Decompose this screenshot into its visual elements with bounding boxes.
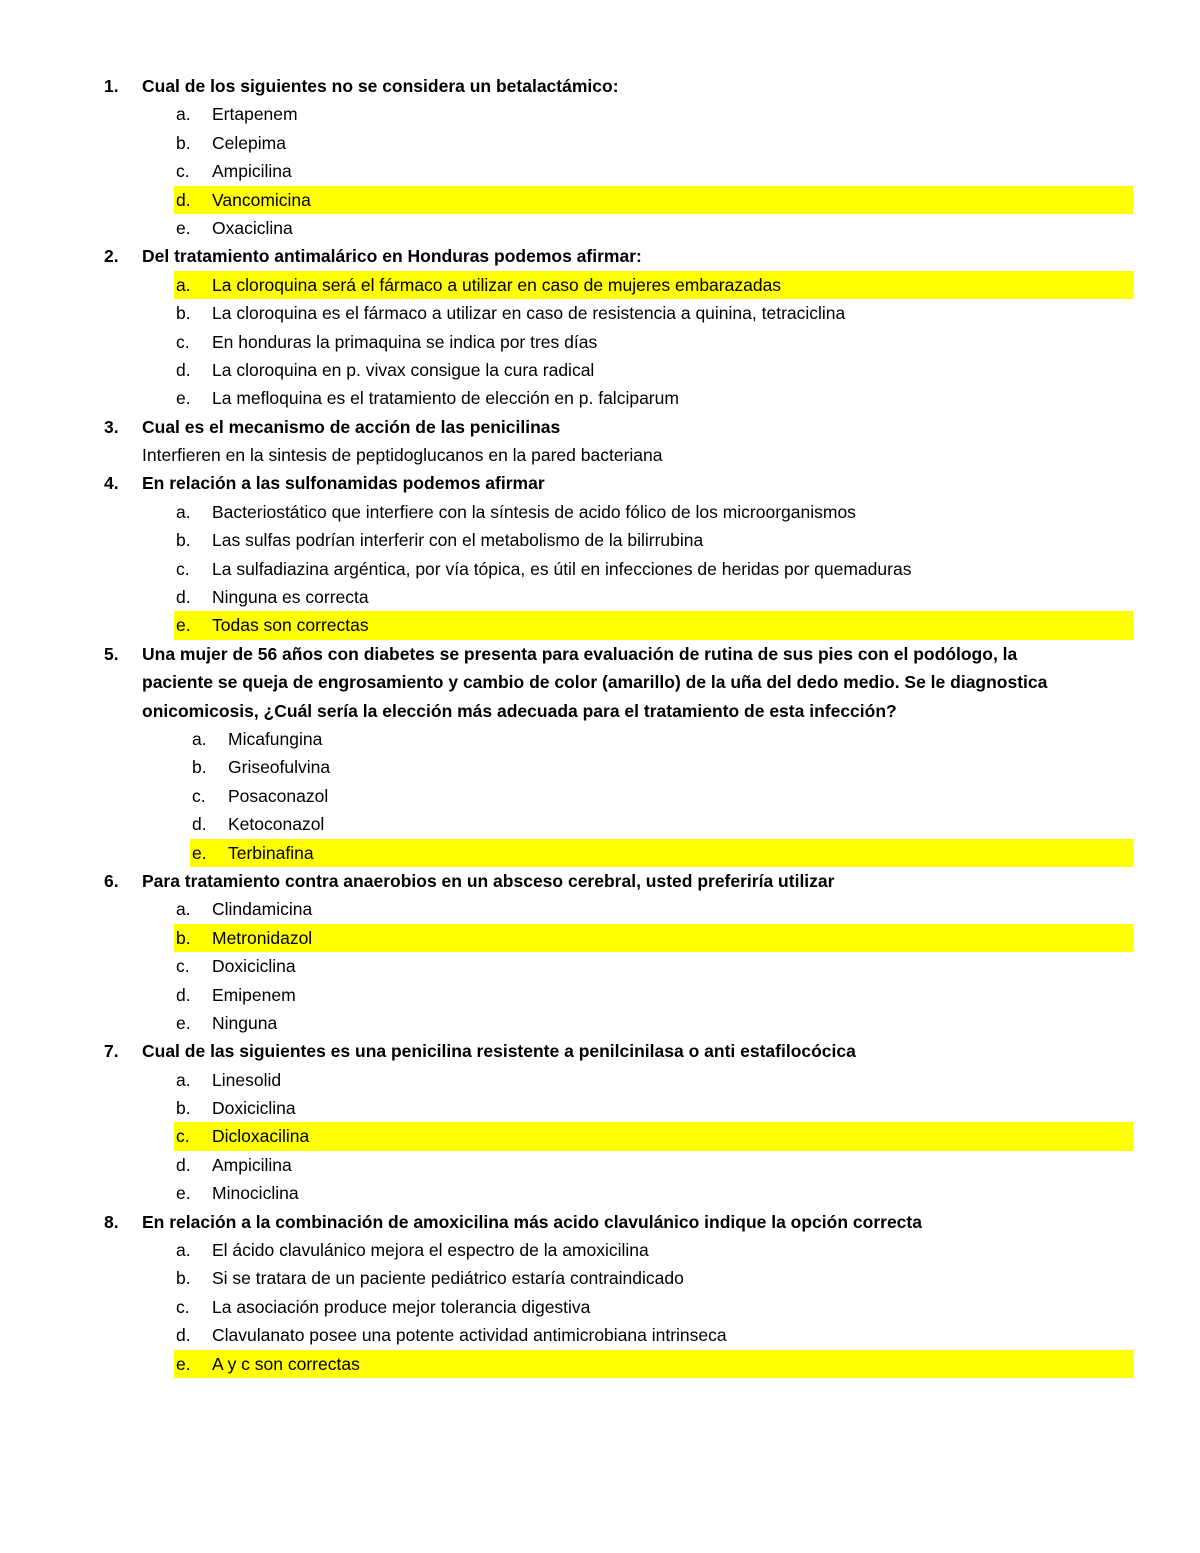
option [174,1321,1133,1349]
option-text: Vancomicina [212,189,311,210]
option-letter: e. [176,1183,191,1204]
question-number: 4. [104,473,119,494]
option [174,1293,1133,1321]
question-line [0,1037,1200,1065]
option-row [0,952,1200,980]
option-letter: a. [176,1069,191,1090]
option-row [0,782,1200,810]
option [174,1066,1133,1094]
option-text: Ketoconazol [228,814,325,835]
option-text: Si se tratara de un paciente pediátrico estaría contraindicado [212,1268,684,1289]
option-row [0,299,1200,327]
option-text: Todas son correctas [212,615,369,636]
highlighted-option [174,924,1133,952]
option-row [0,186,1200,214]
option-row [0,1009,1200,1037]
option [174,328,1133,356]
option-letter: a. [192,728,207,749]
option-letter: d. [176,1325,191,1346]
option-text: La cloroquina en p. vivax consigue la cura radical [212,359,595,380]
option-row [0,839,1200,867]
question-line [0,242,1200,270]
option [174,981,1133,1009]
option-letter: c. [176,558,190,579]
option [174,384,1133,412]
option-row [0,1122,1200,1150]
option [174,100,1133,128]
option-letter: c. [176,1126,190,1147]
option-letter: d. [176,587,191,608]
option [174,157,1133,185]
option-text: Clindamicina [212,899,313,920]
option-row [0,1236,1200,1264]
option-text: Posaconazol [228,785,329,806]
option-text: Minociclina [212,1183,299,1204]
option-text: La sulfadiazina argéntica, por vía tópica, es útil en infecciones de heridas por quemaduras [212,558,912,579]
question-text: En relación a las sulfonamidas podemos afirmar [142,473,545,494]
question-number: 6. [104,870,119,891]
option-letter: c. [176,161,190,182]
option-text: Dicloxacilina [212,1126,310,1147]
question-line [0,640,1200,668]
option-text: Doxiciclina [212,956,296,977]
option-letter: c. [176,331,190,352]
option [174,1236,1133,1264]
highlighted-option [174,1122,1133,1150]
option-row [0,129,1200,157]
option-letter: b. [176,1268,191,1289]
option [190,725,1133,753]
option-letter: a. [176,274,191,295]
option-letter: b. [176,303,191,324]
option-letter: e. [176,1353,191,1374]
option-row [0,611,1200,639]
option-text: Metronidazol [212,927,313,948]
option-row [0,384,1200,412]
question-text: Cual es el mecanismo de acción de las penicilinas [142,416,561,437]
option-row [0,555,1200,583]
option-text: Las sulfas podrían interferir con el metabolismo de la bilirrubina [212,530,704,551]
option [174,895,1133,923]
option-text: Bacteriostático que interfiere con la síntesis de acido fólico de los microorganismos [212,501,856,522]
option-text: Terbinafina [228,842,314,863]
option-text: Micafungina [228,728,323,749]
option-letter: b. [176,1098,191,1119]
option [174,1264,1133,1292]
option-text: La cloroquina es el fármaco a utilizar en caso de resistencia a quinina, tetraciclina [212,303,846,324]
option-text: Celepima [212,132,286,153]
question-number: 1. [104,76,119,96]
option-text: En honduras la primaquina se indica por tres días [212,331,598,352]
question-line [0,867,1200,895]
option-text: Ampicilina [212,161,292,182]
option-letter: d. [192,814,207,835]
question-number: 3. [104,416,119,437]
option-row [0,1179,1200,1207]
option-text: La cloroquina será el fármaco a utilizar en caso de mujeres embarazadas [212,274,782,295]
question-text: Cual de los siguientes no se considera un betalactámico: [142,76,619,96]
question-text: Del tratamiento antimalárico en Honduras podemos afirmar: [142,246,642,267]
option-text: Griseofulvina [228,757,331,778]
option-row [0,1264,1200,1292]
question-text: En relación a la combinación de amoxicilina más acido clavulánico indique la opción correcta [142,1211,922,1232]
option-letter: a. [176,1240,191,1261]
option-text: Emipenem [212,984,296,1005]
question-text: paciente se queja de engrosamiento y cambio de color (amarillo) de la uña del dedo medio. Se le diagnostica [142,672,1048,693]
highlighted-option [190,839,1133,867]
option-row [0,498,1200,526]
highlighted-option [174,611,1133,639]
option [174,1094,1133,1122]
option-letter: b. [176,530,191,551]
option-text: Ampicilina [212,1154,292,1175]
option-letter: b. [176,132,191,153]
option [174,1179,1133,1207]
option-text: Ertapenem [212,104,298,125]
option [174,555,1133,583]
option-letter: d. [176,1154,191,1175]
option-row [0,356,1200,384]
option [174,129,1133,157]
option-row [0,924,1200,952]
question-number: 2. [104,246,119,267]
option-letter: c. [176,1296,190,1317]
question-text: Cual de las siguientes es una penicilina resistente a penilcinilasa o anti estafilocócica [142,1041,856,1062]
question-line [0,668,1200,696]
answer-line [0,441,1200,469]
option [174,1009,1133,1037]
question-number: 5. [104,643,119,664]
option-row [0,1151,1200,1179]
option [190,810,1133,838]
option [174,356,1133,384]
option-row [0,100,1200,128]
option-letter: a. [176,104,191,125]
option-letter: e. [176,217,191,238]
option [174,214,1133,242]
option-row [0,753,1200,781]
option [190,782,1133,810]
question-line [0,413,1200,441]
option-text: Clavulanato posee una potente actividad antimicrobiana intrinseca [212,1325,727,1346]
option [190,753,1133,781]
option-row [0,981,1200,1009]
option-text: La asociación produce mejor tolerancia digestiva [212,1296,591,1317]
option [174,1151,1133,1179]
option-letter: e. [192,842,207,863]
question-text: Una mujer de 56 años con diabetes se presenta para evaluación de rutina de sus pies con el podólogo, la [142,643,1018,664]
option-text: Oxaciclina [212,217,293,238]
option-text: Doxiciclina [212,1098,296,1119]
option-text: El ácido clavulánico mejora el espectro de la amoxicilina [212,1240,649,1261]
option-text: Linesolid [212,1069,282,1090]
option-text: A y c son correctas [212,1353,360,1374]
option [174,498,1133,526]
option-row [0,810,1200,838]
question-text: onicomicosis, ¿Cuál sería la elección más adecuada para el tratamiento de esta infección? [142,700,897,721]
option-row [0,328,1200,356]
option [174,526,1133,554]
option [174,299,1133,327]
option-row [0,725,1200,753]
highlighted-option [174,271,1133,299]
option-row [0,895,1200,923]
option-letter: a. [176,899,191,920]
option [174,583,1133,611]
option-letter: b. [176,927,191,948]
option-letter: a. [176,501,191,522]
question-line [0,697,1200,725]
question-number: 8. [104,1211,119,1232]
answer-text: Interfieren en la sintesis de peptidoglucanos en la pared bacteriana [142,445,663,466]
question-line [0,72,1200,100]
option-letter: d. [176,359,191,380]
option [174,952,1133,980]
question-number: 7. [104,1041,119,1062]
question-text: Para tratamiento contra anaerobios en un absceso cerebral, usted preferiría utilizar [142,870,835,891]
option-row [0,1321,1200,1349]
option-row [0,1293,1200,1321]
option-row [0,526,1200,554]
highlighted-option [174,186,1133,214]
option-text: Ninguna es correcta [212,587,369,608]
question-line [0,1208,1200,1236]
option-letter: b. [192,757,207,778]
document-page [0,72,1200,1378]
option-letter: d. [176,984,191,1005]
option-letter: c. [176,956,190,977]
option-row [0,214,1200,242]
option-letter: e. [176,388,191,409]
option-letter: e. [176,615,191,636]
option-row [0,1350,1200,1378]
option-row [0,1094,1200,1122]
option-letter: c. [192,785,206,806]
option-letter: d. [176,189,191,210]
option-text: Ninguna [212,1012,278,1033]
highlighted-option [174,1350,1133,1378]
question-line [0,469,1200,497]
option-row [0,1066,1200,1094]
option-row [0,271,1200,299]
option-text: La mefloquina es el tratamiento de elección en p. falciparum [212,388,679,409]
option-row [0,157,1200,185]
option-row [0,583,1200,611]
option-letter: e. [176,1012,191,1033]
